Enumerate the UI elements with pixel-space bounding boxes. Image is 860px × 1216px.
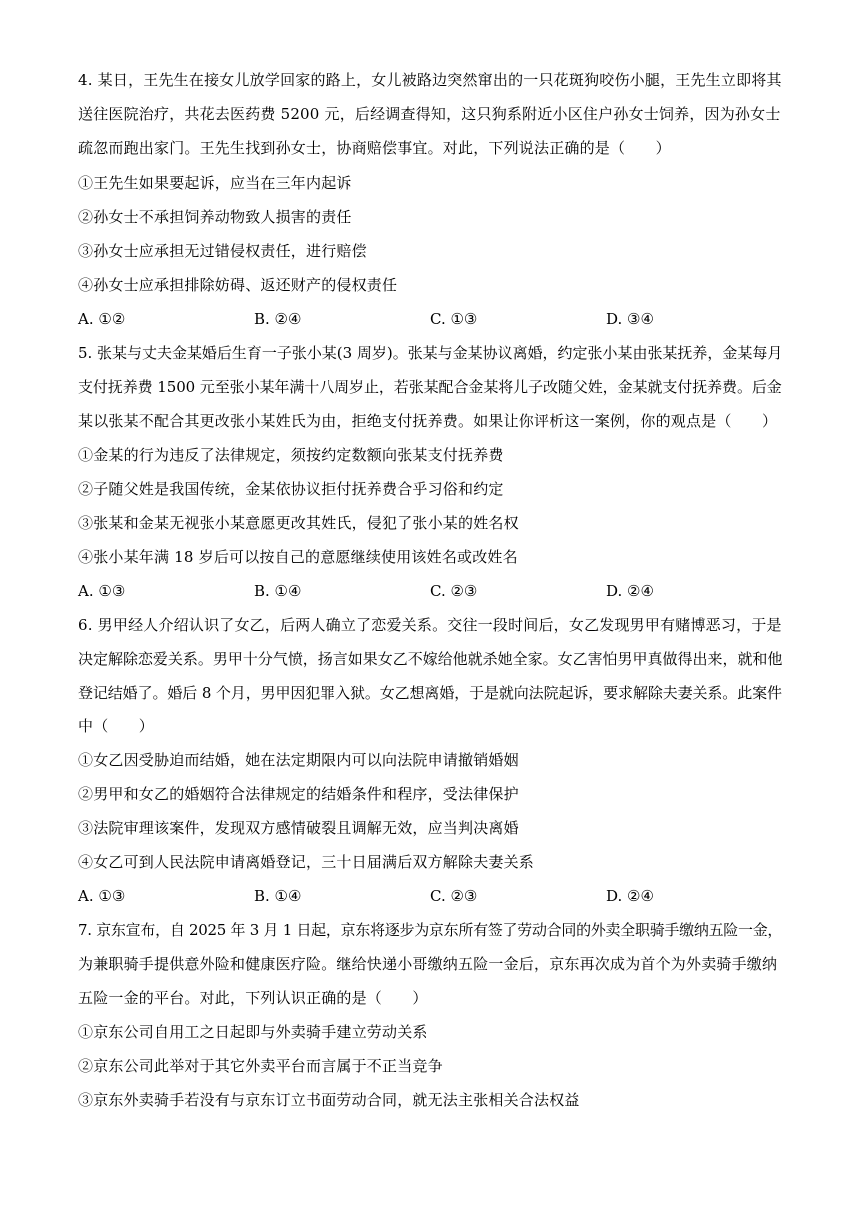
question-4-statement-1: ①王先生如果要起诉，应当在三年内起诉 xyxy=(78,174,352,192)
question-6-stem-line-4: 中（ ） xyxy=(78,717,155,735)
question-6-option-c: C. ②③ xyxy=(430,887,478,905)
question-5-option-a: A. ①③ xyxy=(78,582,126,600)
question-4-option-d: D. ③④ xyxy=(606,310,654,328)
question-5-stem-line-2: 支付抚养费 1500 元至张小某年满十八周岁止，若张某配合金某将儿子改随父姓，金某就支付抚养费。后金 xyxy=(78,378,782,396)
question-5-stem-line-1: 5. 张某与丈夫金某婚后生育一子张小某(3 周岁)。张某与金某协议离婚，约定张小某由张某抚养，金某每月 xyxy=(78,344,783,362)
question-5-option-d: D. ②④ xyxy=(606,582,654,600)
question-5-statement-4: ④张小某年满 18 岁后可以按自己的意愿继续使用该姓名或改姓名 xyxy=(78,548,518,566)
question-6-statement-1: ①女乙因受胁迫而结婚，她在法定期限内可以向法院申请撤销婚姻 xyxy=(78,751,519,769)
question-4-stem-line-3: 疏忽而跑出家门。王先生找到孙女士，协商赔偿事宜。对此，下列说法正确的是（ ） xyxy=(78,139,671,157)
question-6-option-b: B. ①④ xyxy=(254,887,302,905)
question-5-statement-1: ①金某的行为违反了法律规定，须按约定数额向张某支付抚养费 xyxy=(78,446,504,464)
question-7-statement-2: ②京东公司此举对于其它外卖平台而言属于不正当竞争 xyxy=(78,1057,443,1075)
question-5-stem-line-3: 某以张某不配合其更改张小某姓氏为由，拒绝支付抚养费。如果让你评析这一案例，你的观点是（ ） xyxy=(78,412,778,430)
question-5-statement-3: ③张某和金某无视张小某意愿更改其姓氏，侵犯了张小某的姓名权 xyxy=(78,514,519,532)
question-6-stem-line-2: 决定解除恋爱关系。男甲十分气愤，扬言如果女乙不嫁给他就杀她全家。女乙害怕男甲真做得出来，就和他 xyxy=(78,650,783,668)
question-7-stem-line-3: 五险一金的平台。对此，下列认识正确的是（ ） xyxy=(78,989,428,1007)
question-5-statement-2: ②子随父姓是我国传统，金某依协议拒付抚养费合乎习俗和约定 xyxy=(78,480,504,498)
question-6-stem-line-3: 登记结婚了。婚后 8 个月，男甲因犯罪入狱。女乙想离婚，于是就向法院起诉，要求解除夫妻关系。此案件 xyxy=(78,684,782,702)
question-4-statement-2: ②孙女士不承担饲养动物致人损害的责任 xyxy=(78,208,352,226)
question-4-stem-line-2: 送往医院治疗，共花去医药费 5200 元，后经调查得知，这只狗系附近小区住户孙女士饲养，因为孙女士 xyxy=(78,105,781,123)
question-4-statement-3: ③孙女士应承担无过错侵权责任，进行赔偿 xyxy=(78,242,367,260)
question-4-statement-4: ④孙女士应承担排除妨碍、返还财产的侵权责任 xyxy=(78,276,398,294)
question-6-statement-3: ③法院审理该案件，发现双方感情破裂且调解无效，应当判决离婚 xyxy=(78,819,519,837)
question-5-option-c: C. ②③ xyxy=(430,582,478,600)
question-7-stem-line-2: 为兼职骑手提供意外险和健康医疗险。继给快递小哥缴纳五险一金后，京东再次成为首个为外卖骑手缴纳 xyxy=(78,955,778,973)
question-6-option-a: A. ①③ xyxy=(78,887,126,905)
question-4-option-c: C. ①③ xyxy=(430,310,478,328)
question-7-statement-3: ③京东外卖骑手若没有与京东订立书面劳动合同，就无法主张相关合法权益 xyxy=(78,1091,580,1109)
question-7-stem-line-1: 7. 京东宣布，自 2025 年 3 月 1 日起，京东将逐步为京东所有签了劳动合同的外卖全职骑手缴纳五险一金， xyxy=(78,921,783,939)
question-6-statement-2: ②男甲和女乙的婚姻符合法律规定的结婚条件和程序，受法律保护 xyxy=(78,785,519,803)
question-6-stem-line-1: 6. 男甲经人介绍认识了女乙，后两人确立了恋爱关系。交往一段时间后，女乙发现男甲有赌博恶习，于是 xyxy=(78,616,782,634)
question-4-stem-line-1: 4. 某日，王先生在接女儿放学回家的路上，女儿被路边突然窜出的一只花斑狗咬伤小腿，王先生立即将其 xyxy=(78,71,782,89)
question-4-option-b: B. ②④ xyxy=(254,310,302,328)
question-6-statement-4: ④女乙可到人民法院申请离婚登记，三十日届满后双方解除夫妻关系 xyxy=(78,853,535,871)
question-6-option-d: D. ②④ xyxy=(606,887,654,905)
question-5-option-b: B. ①④ xyxy=(254,582,302,600)
question-4-option-a: A. ①② xyxy=(78,310,126,328)
question-7-statement-1: ①京东公司自用工之日起即与外卖骑手建立劳动关系 xyxy=(78,1023,428,1041)
